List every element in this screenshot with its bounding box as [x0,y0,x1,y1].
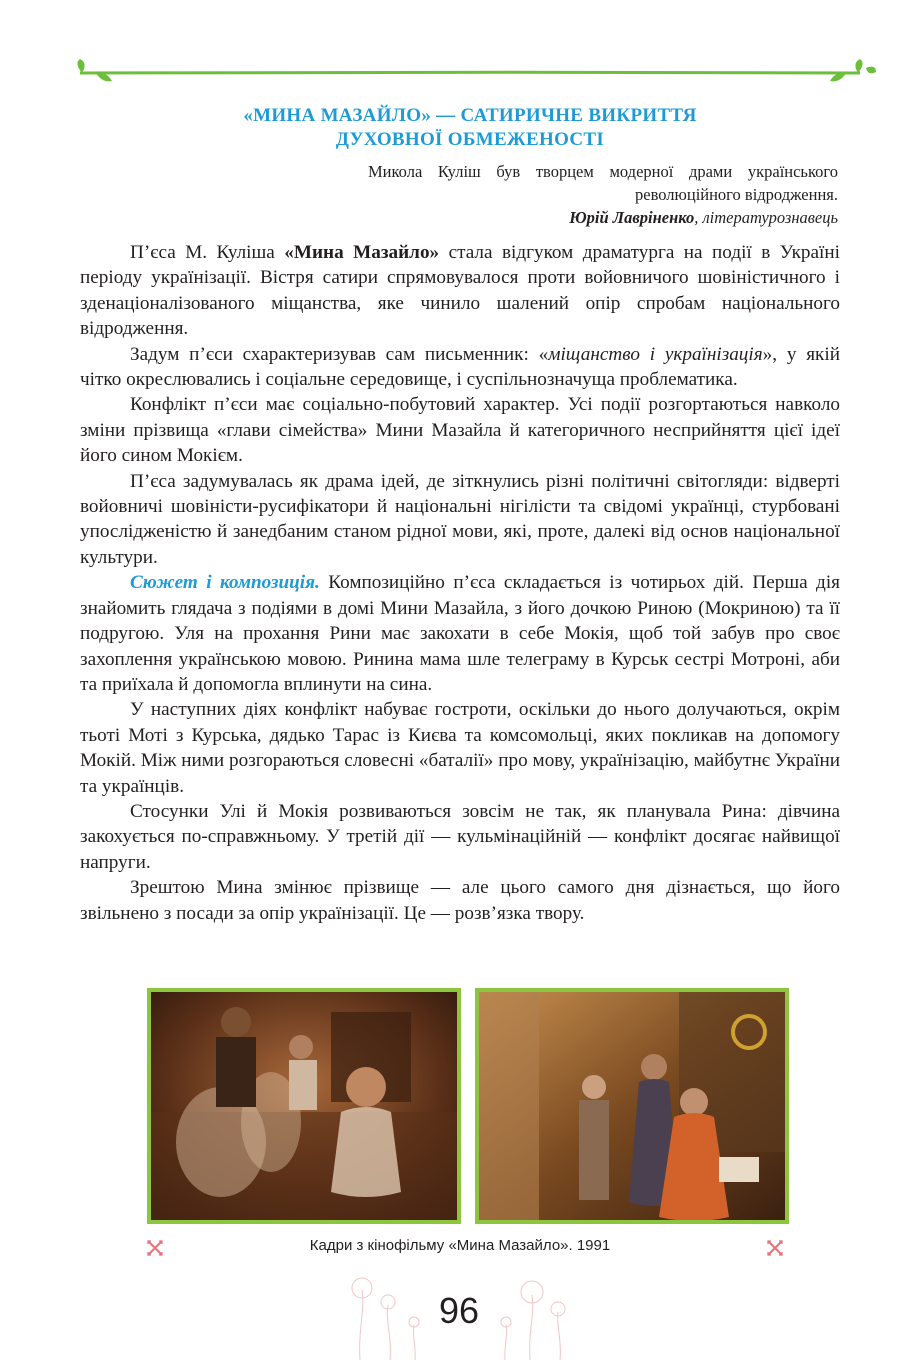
epigraph-author-role: , літературознавець [694,208,838,227]
paragraph-8: Зрештою Мина змінює прізвище — але цього самого дня дізнається, що його звільнено з посади за опір українізації. Це — розв’язка твору. [80,877,840,924]
article-body [80,240,840,926]
paragraph-5-text: Композиційно п’єса складається із чотирьох дій. Перша дія знайомить глядача з подіями в домі Мини Мазайла, з його дочкою Риною (Мокриною) та її подругою. Уля на прохання Рини має закохати в себе Мокія, щоб той забув про своє захоплення українською мовою. Ринина мама шле телеграму в Курськ сестрі Мотроні, аби та приїхала й допомогла вплинути на сина. [80,572,840,695]
paragraph-2 [80,342,840,393]
author-quote: міщанство і українізація [548,343,763,365]
paragraph-1-text-b: стала відгуком драматурга на події в Україні періоду українізації. Вістря сатири спрямовувалося проти войовничого шовіністичного і зденаціоналізованого міщанства, яке чинило шалений опір спробам національного відродження. [80,242,840,340]
decorative-cross-icon [145,1238,165,1258]
decorative-vine [0,40,918,100]
epigraph-quote: Микола Куліш був творцем модерної драми українського революційного відродження. [368,162,838,204]
film-still-right [475,988,789,1224]
play-title: «Мина Мазайло» [284,242,440,263]
paragraph-1-text-a: П’єса М. Куліша [130,242,285,263]
paragraph-4: П’єса задумувалась як драма ідей, де зіткнулись різні політичні світогляди: відверті войовничі шовіністи-русифікатори й національні нігілісти та свідомі українці, стурбовані упослідженістю й занедбаним станом рідної мови, які, проте, далекі від основ національної культури. [80,470,840,568]
paragraph-6: У наступних діях конфлікт набуває гостроти, оскільки до нього долучаються, окрім тьоті Моті з Курська, дядько Тарас із Києва та комсомольці, яких покликав на допомогу Мокій. Між ними розгораються словесні «баталії» про мову, українізацію, майбутнє України та українців. [80,699,840,797]
decorative-cross-icon [765,1238,785,1258]
subheading-plot-composition: Сюжет і композиція. [130,572,320,594]
heading-line-1: «МИНА МАЗАЙЛО» — САТИРИЧНЕ ВИКРИТТЯ [243,105,697,126]
epigraph-author-name: Юрій Лавріненко [569,208,695,227]
paragraph-3: Конфлікт п’єси має соціально-побутовий характер. Усі події розгортаються навколо зміни прізвища «глави сімейства» Мини Мазайла й категоричного несприйняття цієї ідеї його сином Мокієм. [80,394,840,467]
epigraph-author [368,206,838,229]
paragraph-2-text-a: Задум п’єси схарактеризував сам письменник: « [130,343,549,365]
figure-caption: Кадри з кінофільму «Мина Мазайло». 1991 [309,1237,611,1254]
paragraph-7: Стосунки Улі й Мокія розвиваються зовсім не так, як планувала Рина: дівчина закохується по-справжньому. У третій дії — кульмінаційній — конфлікт досягає найвищої напруги. [80,800,840,873]
page-number: 96 [438,1290,480,1331]
section-heading [100,104,840,152]
paragraph-2-text-b: », у якій чітко окреслювались і соціальне середовище, і суспільнозначуща проблематика. [80,343,840,391]
epigraph [368,160,838,229]
film-still-left [147,988,461,1224]
heading-line-2: ДУХОВНОЇ ОБМЕЖЕНОСТІ [335,129,605,150]
paragraph-1 [80,240,840,342]
paragraph-5 [80,570,840,697]
